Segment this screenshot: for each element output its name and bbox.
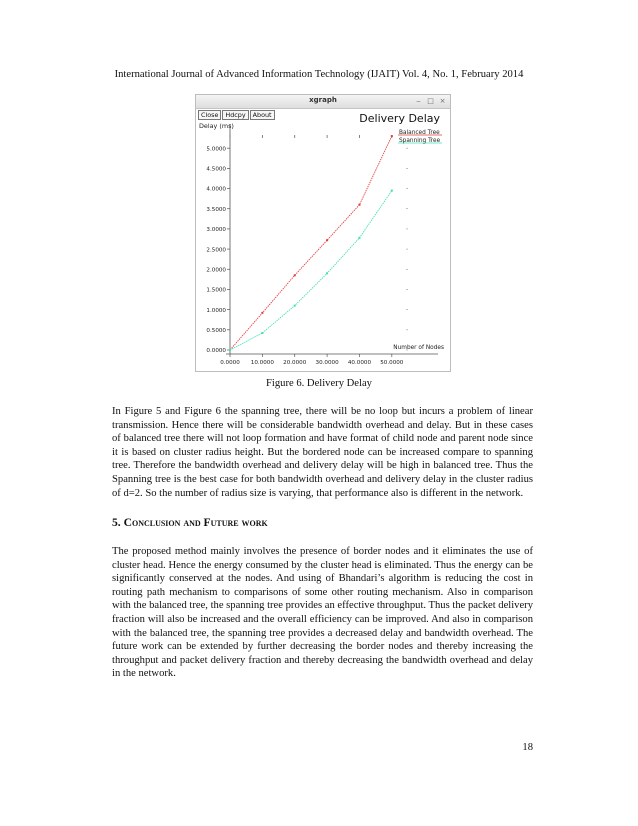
y-axis-label: Delay (ms)	[199, 122, 234, 130]
page-number: 18	[522, 742, 533, 753]
y-tick-label: 1.0000	[206, 307, 226, 314]
y-tick-label: 5.0000	[206, 146, 226, 153]
data-point	[294, 274, 296, 276]
series-line-2	[230, 191, 392, 350]
y-tick-label: 1.5000	[206, 287, 226, 294]
data-point	[326, 272, 328, 274]
y-tick-label: 4.5000	[206, 166, 226, 173]
y-tick-label: 2.0000	[206, 267, 226, 274]
close-icon[interactable]: ×	[439, 97, 446, 105]
xgraph-window	[195, 94, 451, 372]
x-tick-label: 30.0000	[315, 360, 339, 366]
y-tick-label: 3.0000	[206, 227, 226, 234]
data-point	[391, 190, 393, 192]
chart-title: Delivery Delay	[359, 112, 440, 125]
data-point	[391, 135, 393, 137]
data-point	[294, 305, 296, 307]
x-tick-label: 10.0000	[250, 360, 274, 366]
data-point	[326, 239, 328, 241]
window-title: xgraph	[309, 96, 337, 104]
legend-label-2: Spanning Tree	[399, 138, 441, 144]
x-tick-label: 40.0000	[347, 360, 372, 366]
y-tick-label: 0.5000	[206, 328, 226, 335]
x-axis-label: Number of Nodes	[393, 345, 444, 351]
y-tick-label: 2.5000	[206, 247, 226, 254]
series-line-1	[230, 136, 392, 350]
y-tick-label: 0.0000	[206, 348, 226, 355]
close-button[interactable]: Close	[198, 110, 221, 120]
data-point	[261, 332, 263, 334]
body-paragraph-2: The proposed method mainly involves the presence of border nodes and it eliminates the use of cluster head. Hence the energy consumed by the cluster head is eliminated. Thus the energy can be significantly conserved at the nodes. And using of Bhandari’s algorithm is reducing the cost in routing path mechanism to comparisons of some other routing mechanism. Also in comparison with the balanced tree, the spanning tree provides an effective throughput. Thus the packet delivery fraction will also be increased and the overall efficiency can be improved. And also in comparison with the balanced tree, the spanning tree provides a decreased delay and bandwidth overhead. The future work can be extended by further decreasing the border nodes and thereby increasing the throughput and packet delivery fraction and thereby decreasing the bandwidth overhead and delay in the network.	[112, 546, 533, 680]
minimize-icon[interactable]: ‒	[416, 97, 421, 105]
data-point	[261, 312, 263, 314]
y-tick-label: 4.0000	[206, 186, 226, 193]
running-header: International Journal of Advanced Information Technology (IJAIT) Vol. 4, No. 1, February 2014	[114, 69, 524, 80]
y-tick-label: 3.5000	[206, 206, 226, 213]
hardcopy-button[interactable]: Hdcpy	[222, 110, 248, 120]
legend-label-1: Balanced Tree	[399, 130, 440, 136]
maximize-icon[interactable]: □	[427, 97, 434, 105]
data-point	[358, 237, 360, 239]
section-heading: 5. Conclusion and Future work	[112, 516, 268, 529]
delivery-delay-chart	[196, 95, 450, 371]
x-tick-label: 20.0000	[283, 360, 307, 366]
data-point	[358, 204, 360, 206]
x-tick-label: 50.0000	[380, 360, 404, 366]
figure-caption: Figure 6. Delivery Delay	[266, 378, 372, 389]
x-tick-label: 0.0000	[220, 360, 240, 366]
body-paragraph-1: In Figure 5 and Figure 6 the spanning tree, there will be no loop but incurs a problem of linear transmission. Hence there will be considerable bandwidth overhead and delay. But in these cases of balanced tree there will not loop formation and have format of child node and parent node since it is based on cluster radius height. But the bordered node can be increased compare to spanning tree. Therefore the bandwidth overhead and delivery delay will be high in balanced tree. Thus the Spanning tree is the best case for both bandwidth overhead and delivery delay in the cluster radius of d=2. So the number of radius size is varying, that performance also is different in the network.	[112, 406, 533, 499]
data-point	[229, 349, 231, 351]
about-button[interactable]: About	[250, 110, 275, 120]
